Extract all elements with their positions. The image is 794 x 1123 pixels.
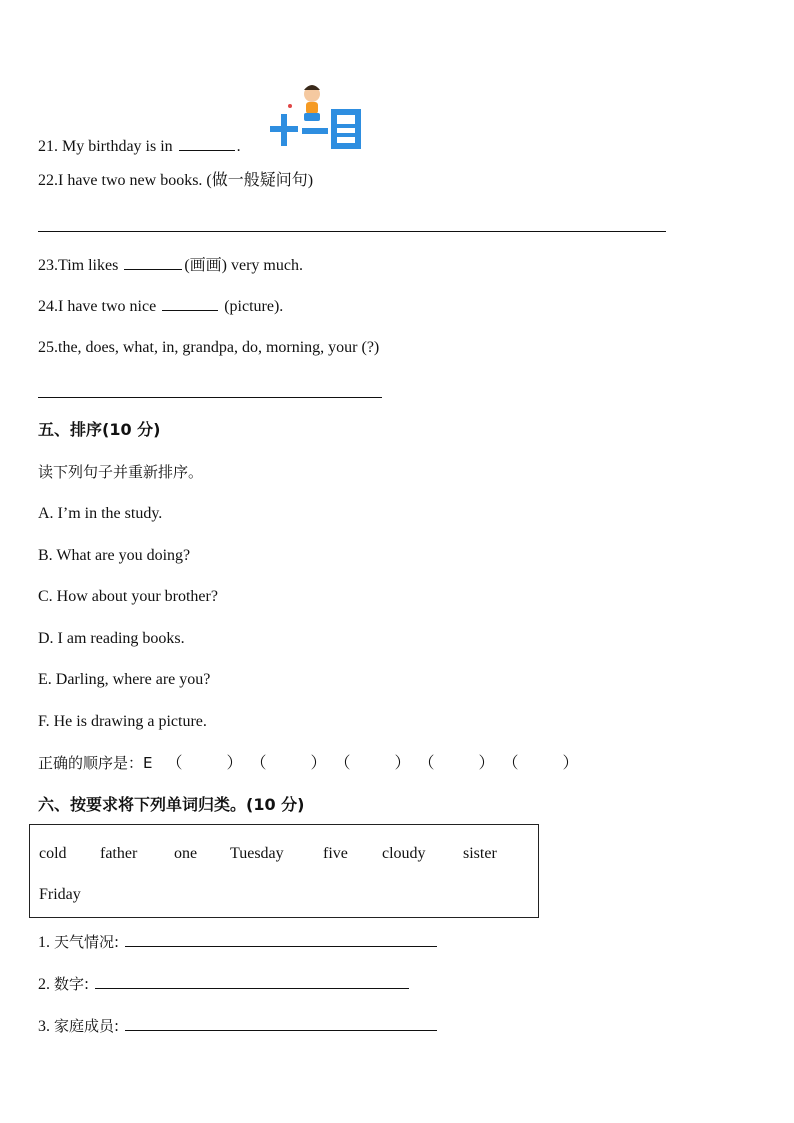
q25-answer-line[interactable]: [38, 397, 382, 398]
q22-text: I have two new books. (做一般疑问句): [58, 172, 314, 189]
question-24: [38, 296, 283, 317]
question-22: [38, 171, 313, 191]
category-family: [38, 1016, 439, 1037]
order-blank-1[interactable]: （ ）: [166, 755, 243, 772]
q23-text-before: Tim likes: [58, 257, 123, 274]
q25-number: 25.: [38, 339, 58, 356]
word-friday: Friday: [39, 886, 81, 903]
question-23: [38, 255, 303, 276]
clipart-body: [306, 102, 318, 114]
category-1-label: 天气情况:: [54, 933, 120, 951]
category-weather: [38, 932, 439, 953]
order-label: 正确的顺序是：E: [38, 754, 153, 772]
category-1-answer-blank[interactable]: [125, 932, 437, 947]
section6-heading: 六、按要求将下列单词归类。(10 分): [38, 795, 305, 814]
order-blank-3[interactable]: （ ）: [334, 755, 411, 772]
sentence-b: B. What are you doing?: [38, 547, 191, 564]
q21-answer-blank[interactable]: [179, 136, 235, 151]
word-sister: sister: [463, 845, 497, 862]
char-shi-vertical: [281, 114, 287, 146]
section5-heading: 五、排序(10 分): [38, 420, 161, 439]
char-yue-bar1: [337, 124, 355, 128]
clipart-legs: [304, 113, 320, 121]
word-tuesday: Tuesday: [230, 845, 284, 862]
word-father: father: [100, 845, 138, 862]
q24-answer-blank[interactable]: [162, 296, 218, 311]
char-yue-bar2: [337, 133, 355, 137]
q23-text-after: (画画) very much.: [184, 257, 303, 274]
q22-number: 22.: [38, 172, 58, 189]
sentence-e: E. Darling, where are you?: [38, 671, 211, 688]
category-2-number: 2.: [38, 976, 50, 993]
q22-answer-line[interactable]: [38, 231, 666, 232]
question-25: [38, 338, 379, 358]
q24-number: 24.: [38, 298, 58, 315]
q21-text-before: My birthday is in: [58, 138, 177, 155]
clipart-hair: [304, 85, 320, 90]
word-bank-box: [29, 824, 539, 918]
word-five: five: [323, 845, 348, 862]
sentence-d: D. I am reading books.: [38, 630, 185, 647]
q23-answer-blank[interactable]: [124, 255, 182, 270]
sentence-f: F. He is drawing a picture.: [38, 713, 207, 730]
word-one: one: [174, 845, 198, 862]
q21-number: 21.: [38, 138, 58, 155]
char-yue-frame: [334, 112, 358, 146]
q21-text-after: .: [236, 138, 241, 155]
category-2-label: 数字:: [54, 975, 90, 993]
category-numbers: [38, 974, 411, 995]
q25-text: the, does, what, in, grandpa, do, morning, your (?): [58, 339, 380, 356]
sentence-c: C. How about your brother?: [38, 588, 218, 605]
q24-text-after: (picture).: [220, 298, 284, 315]
november-clipart-image: [268, 80, 364, 152]
order-blanks: [166, 754, 586, 774]
q23-number: 23.: [38, 257, 58, 274]
sentence-a: A. I’m in the study.: [38, 505, 163, 522]
char-yi: [302, 128, 328, 134]
word-cloudy: cloudy: [382, 845, 426, 862]
section5-instruction: 读下列句子并重新排序。: [38, 463, 204, 481]
category-3-answer-blank[interactable]: [125, 1016, 437, 1031]
q24-text-before: I have two nice: [58, 298, 161, 315]
order-blank-5[interactable]: （ ）: [502, 755, 579, 772]
category-3-label: 家庭成员:: [54, 1017, 120, 1035]
word-cold: cold: [39, 845, 67, 862]
order-blank-4[interactable]: （ ）: [418, 755, 495, 772]
order-answer-row: [38, 753, 586, 774]
category-2-answer-blank[interactable]: [95, 974, 409, 989]
order-blank-2[interactable]: （ ）: [250, 755, 327, 772]
category-3-number: 3.: [38, 1018, 50, 1035]
clipart-dot: [288, 104, 292, 108]
category-1-number: 1.: [38, 934, 50, 951]
question-21: [38, 136, 241, 157]
